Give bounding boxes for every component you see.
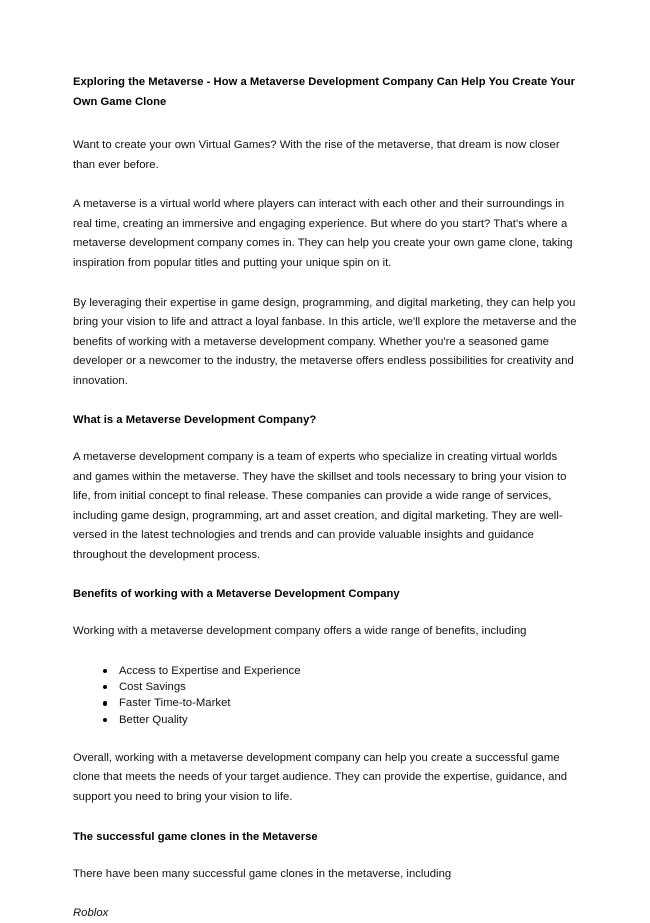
- spacer: [73, 885, 578, 904]
- list-item: Faster Time-to-Market: [73, 695, 578, 711]
- spacer: [73, 728, 578, 749]
- intro-paragraph: Want to create your own Virtual Games? With the rise of the metaverse, that dream is now closer than ever before.: [73, 139, 560, 171]
- spacer: [73, 112, 578, 136]
- spacer: [73, 430, 578, 448]
- spacer: [73, 847, 578, 865]
- paragraph-clones-intro: There have been many successful game clones in the metaverse, including: [73, 868, 452, 881]
- paragraph-what-is-body: A metaverse development company is a team of experts who specialize in creating virtual worlds and games within the metaverse. They have the skillset and tools necessary to bring your vision to life, from initial concept to final release. These companies can provide a wide range of services, including game design, programming, art and asset creation, and digital marketing. They are well-versed in the latest technologies and trends and can provide valuable insights and guidance throughout the development process.: [73, 451, 567, 561]
- list-item: Better Quality: [73, 712, 578, 728]
- list-item: Access to Expertise and Experience: [73, 663, 578, 679]
- page-title: Exploring the Metaverse - How a Metaverse Development Company Can Help You Create Your Own Game Clone: [73, 76, 576, 108]
- spacer: [73, 604, 578, 622]
- spacer: [73, 392, 578, 411]
- document-body: [73, 73, 578, 923]
- paragraph-benefits-intro: Working with a metaverse development company offers a wide range of benefits, including: [73, 625, 527, 638]
- heading-benefits-of-working: Benefits of working with a Metaverse Development Company: [73, 587, 400, 600]
- paragraph-overall: Overall, working with a metaverse development company can help you create a successful game clone that meets the needs of your target audience. They can provide the expertise, guidance, and support you need to bring your vision to life.: [73, 751, 568, 804]
- benefits-list: [73, 663, 578, 728]
- spacer: [73, 274, 578, 294]
- spacer: [73, 642, 578, 663]
- clone-item-roblox: Roblox: [73, 906, 109, 919]
- paragraph-leveraging: By leveraging their expertise in game design, programming, and digital marketing, they can help you bring your vision to life and attract a loyal fanbase. In this article, we'll explore the metaverse and the benefits of working with a metaverse development company. Whether you're a seasoned game developer or a newcomer to the industry, the metaverse offers endless possibilities for creativity and innovation.: [73, 296, 577, 387]
- spacer: [73, 175, 578, 195]
- spacer: [73, 808, 578, 828]
- heading-successful-game-clones: The successful game clones in the Metaverse: [73, 830, 318, 843]
- list-item: Cost Savings: [73, 679, 578, 695]
- paragraph-metaverse-definition: A metaverse is a virtual world where players can interact with each other and their surroundings in real time, creating an immersive and engaging experience. But where do you start? That's where a metaverse development company comes in. They can help you create your own game clone, taking inspiration from popular titles and putting your unique spin on it.: [73, 198, 573, 269]
- spacer: [73, 566, 578, 585]
- heading-what-is-metaverse-development-company: What is a Metaverse Development Company?: [73, 413, 317, 426]
